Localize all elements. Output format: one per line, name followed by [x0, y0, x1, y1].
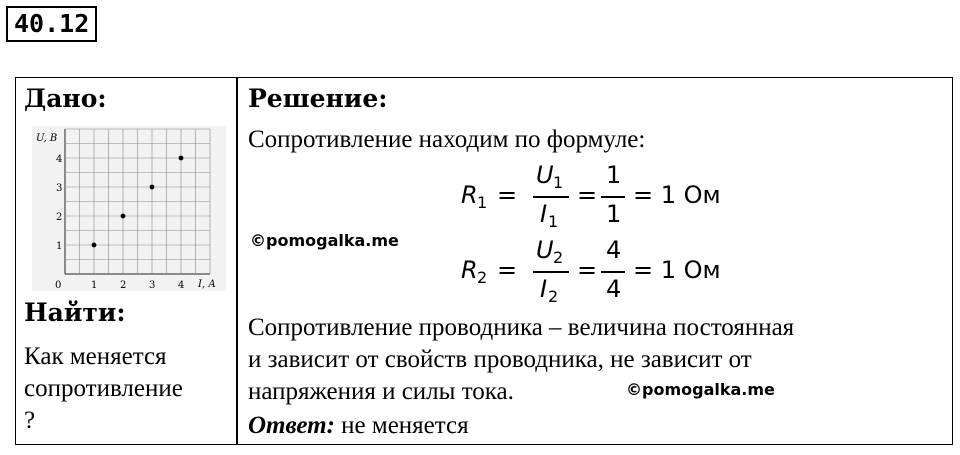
data-point	[150, 185, 155, 190]
x-tick-label: 2	[120, 280, 127, 291]
conclusion-line-3: напряжения и силы тока.	[248, 378, 514, 405]
formula2-num-sub: 2	[553, 248, 564, 267]
formula1-den: I	[540, 200, 548, 228]
solution-intro: Сопротивление находим по формуле:	[248, 126, 646, 153]
data-point	[121, 214, 126, 219]
find-line-1: Как меняется	[24, 343, 167, 370]
find-label: Найти:	[24, 298, 126, 327]
watermark-1: ©pomogalka.me	[250, 231, 399, 250]
formula-r1: R 1 = U 1 I 1 = 1 1 = 1 Ом	[461, 161, 721, 231]
formula2-result: = 1 Ом	[633, 256, 721, 284]
x-axis-label: I, А	[198, 279, 216, 290]
data-point	[179, 156, 184, 161]
formula1-num: U	[536, 161, 554, 189]
formula1-num2: 1	[606, 161, 622, 189]
x-tick-label: 4	[178, 280, 185, 291]
formula2-den2: 4	[606, 275, 622, 303]
watermark-2: ©pomogalka.me	[626, 380, 775, 399]
y-tick-label: 2	[56, 212, 63, 223]
formula1-result: = 1 Ом	[633, 181, 721, 209]
given-label: Дано:	[24, 84, 107, 113]
problem-number: 40.12	[6, 6, 97, 42]
formula2-lhs-sub: 2	[477, 268, 488, 287]
answer	[248, 410, 469, 442]
graph-background	[32, 126, 226, 291]
answer-label: Ответ:	[248, 412, 335, 439]
formula1-lhs-sub: 1	[477, 193, 488, 212]
column-divider	[236, 78, 238, 444]
conclusion-line-2: и зависит от свойств проводника, не зависит от	[248, 346, 752, 373]
formula2-den: I	[540, 275, 548, 303]
formula-r2: R 2 = U 2 I 2 = 4 4 = 1 Ом	[461, 236, 721, 306]
solution-label: Решение:	[248, 84, 388, 113]
y-tick-label: 4	[56, 154, 63, 165]
find-line-3: ?	[24, 407, 36, 434]
formula1-num-sub: 1	[553, 173, 564, 192]
conclusion-line-1: Сопротивление проводника – величина постоянная	[248, 314, 795, 341]
y-axis-label: U, В	[36, 133, 58, 144]
formula2-lhs: R	[461, 256, 478, 284]
formula2-num: U	[536, 236, 554, 264]
solution-table	[15, 77, 953, 445]
x-tick-label: 1	[91, 280, 98, 291]
voltage-current-graph	[32, 126, 226, 291]
formula2-den-sub: 2	[548, 287, 559, 306]
formula1-den-sub: 1	[548, 212, 559, 231]
y-tick-label: 1	[56, 241, 63, 252]
origin-label: 0	[55, 280, 62, 291]
x-tick-label: 3	[149, 280, 156, 291]
formula2-num2: 4	[606, 236, 622, 264]
find-line-2: сопротивление	[24, 375, 183, 402]
formula1-den2: 1	[606, 200, 622, 228]
answer-text: не меняется	[334, 412, 469, 439]
data-point	[92, 243, 97, 248]
y-tick-label: 3	[56, 183, 63, 194]
formula1-lhs: R	[461, 181, 478, 209]
